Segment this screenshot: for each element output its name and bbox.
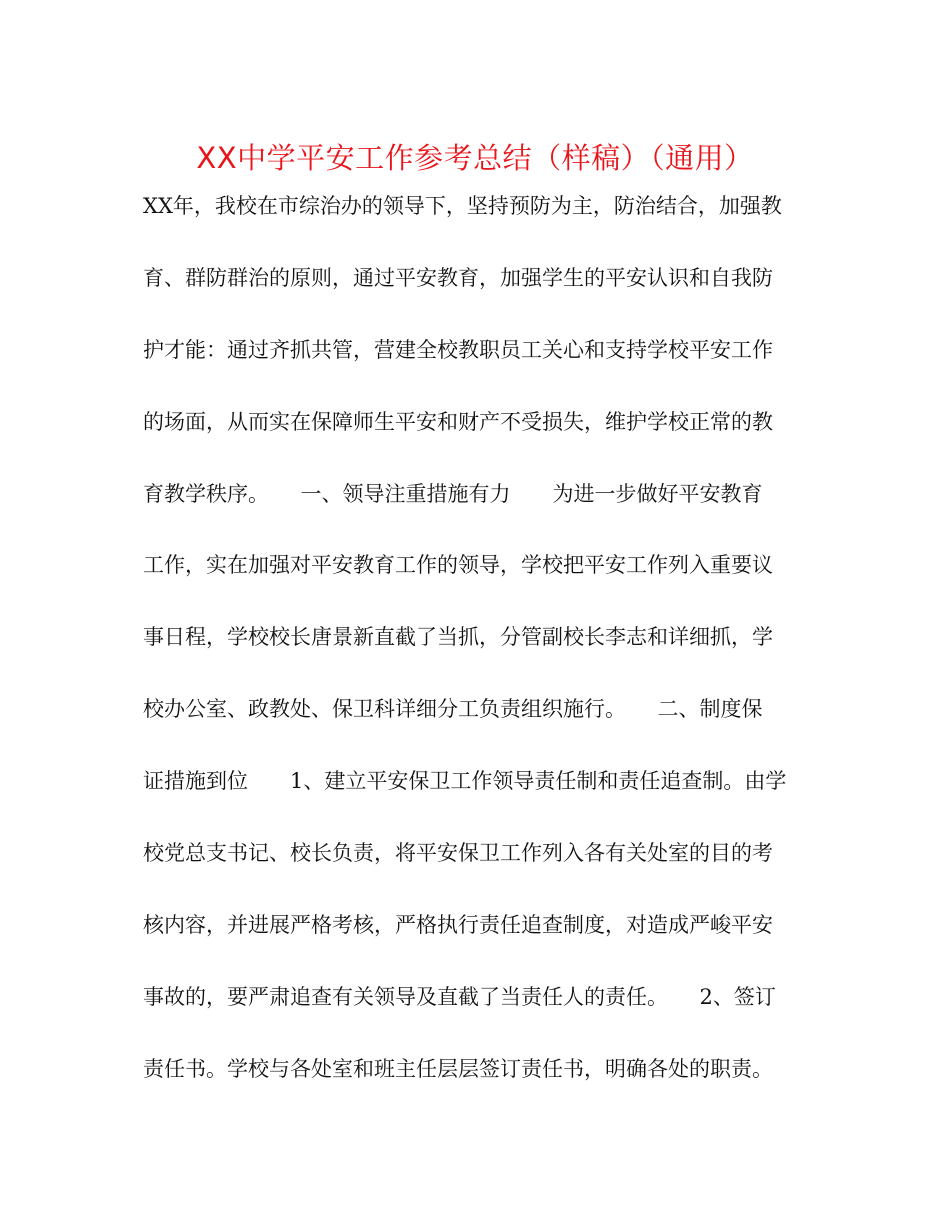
body-line: 护才能：通过齐抓共管，营建全校教职员工关心和支持学校平安工作: [143, 337, 773, 362]
body-line: XX年，我校在市综治办的领导下，坚持预防为主，防治结合，加强教: [143, 194, 782, 218]
body-line: 校办公室、政教处、保卫科详细分工负责组织施行。 二、制度保: [143, 697, 763, 722]
body-line: 校党总支书记、校长负责，将平安保卫工作列入各有关处室的目的考: [143, 841, 773, 866]
document-title: XX中学平安工作参考总结（样稿）（通用）: [196, 141, 754, 175]
body-line: 的场面，从而实在保障师生平安和财产不受损失，维护学校正常的教: [143, 409, 773, 434]
body-line: 责任书。学校与各处室和班主任层层签订责任书，明确各处的职责。: [143, 1056, 773, 1081]
body-line: 育教学秩序。 一、领导注重措施有力 为进一步做好平安教育: [143, 481, 763, 506]
body-line: 核内容，并进展严格考核，严格执行责任追查制度，对造成严峻平安: [143, 912, 773, 937]
document-body: [143, 186, 811, 1121]
body-line: 事故的，要严肃追查有关领导及直截了当责任人的责任。 2、签订: [143, 984, 776, 1009]
body-line: 事日程，学校校长唐景新直截了当抓，分管副校长李志和详细抓，学: [143, 625, 773, 650]
body-line: 证措施到位 1、建立平安保卫工作领导责任制和责任追查制。由学: [143, 769, 787, 794]
body-line: 工作，实在加强对平安教育工作的领导，学校把平安工作列入重要议: [143, 553, 773, 578]
body-line: 育、群防群治的原则，通过平安教育，加强学生的平安认识和自我防: [143, 265, 773, 290]
